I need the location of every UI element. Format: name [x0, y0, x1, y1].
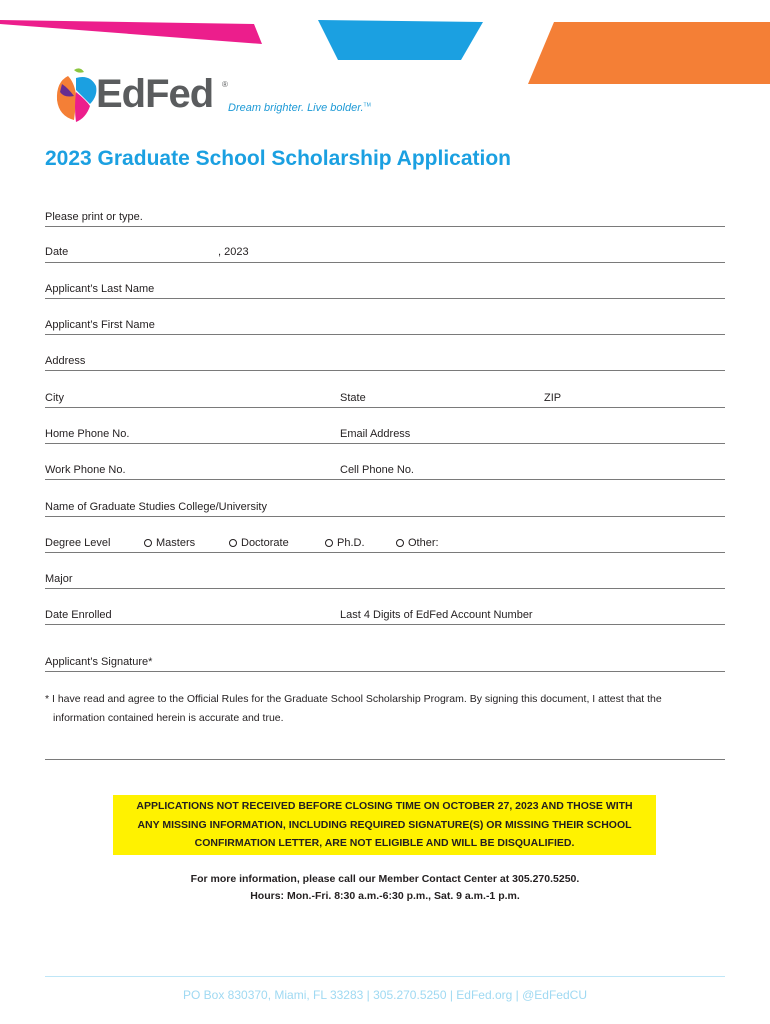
page-title: 2023 Graduate School Scholarship Application [45, 147, 511, 170]
major-label: Major [45, 573, 73, 585]
major-field-line[interactable] [45, 588, 725, 589]
apple-logo-icon [54, 66, 102, 124]
contact-info: For more information, please call our Member Contact Center at 305.270.5250. [190, 873, 580, 885]
signature-field-line[interactable] [45, 671, 725, 672]
edfed-logo [54, 66, 374, 126]
notice-line: APPLICATIONS NOT RECEIVED BEFORE CLOSING TIME ON OCTOBER 27, 2023 AND THOSE WITH [136, 800, 633, 812]
city-label: City [45, 392, 64, 404]
trademark-mark: TM [363, 102, 371, 109]
divider [45, 759, 725, 760]
tagline-text: Dream brighter. Live bolder. [228, 102, 364, 114]
first-name-field-line[interactable] [45, 334, 725, 335]
date-year-label: , 2023 [218, 246, 249, 258]
college-field-line[interactable] [45, 516, 725, 517]
contact-hours: Hours: Mon.-Fri. 8:30 a.m.-6:30 p.m., Sat. 9 a.m.-1 p.m. [250, 890, 520, 902]
signature-label: Applicant’s Signature* [45, 656, 153, 668]
radio-circle-icon[interactable] [229, 539, 237, 547]
radio-circle-icon[interactable] [144, 539, 152, 547]
last-name-label: Applicant’s Last Name [45, 283, 155, 295]
blue-banner-shape [318, 20, 483, 60]
home-phone-label: Home Phone No. [45, 428, 130, 440]
divider [45, 226, 725, 227]
instruction-text: Please print or type. [45, 211, 143, 223]
logo-wordmark: EdFed [96, 72, 214, 116]
option-label: Masters [156, 537, 196, 549]
home-phone-email-field-line[interactable] [45, 443, 725, 444]
orange-banner-shape [528, 22, 770, 84]
degree-level-label: Degree Level [45, 537, 111, 549]
zip-label: ZIP [544, 392, 562, 404]
radio-circle-icon[interactable] [325, 539, 333, 547]
footer-divider [45, 976, 725, 977]
address-label: Address [45, 355, 86, 367]
city-state-zip-field-line[interactable] [45, 407, 725, 408]
footer-address: PO Box 830370, Miami, FL 33283 | 305.270.5250 | EdFed.org | @EdFedCU [183, 988, 587, 1002]
footnote-line: * I have read and agree to the Official Rules for the Graduate School Scholarship Program. By signing this document, I attest that the [45, 693, 662, 705]
option-label: Other: [408, 537, 439, 549]
degree-option-doctorate[interactable] [229, 537, 289, 549]
cell-phone-label: Cell Phone No. [340, 464, 414, 476]
date-label: Date [45, 246, 69, 258]
enrolled-account-field-line[interactable] [45, 624, 725, 625]
option-label: Ph.D. [337, 537, 365, 549]
state-label: State [340, 392, 366, 404]
notice-line: CONFIRMATION LETTER, ARE NOT ELIGIBLE AND WILL BE DISQUALIFIED. [194, 837, 575, 849]
last-name-field-line[interactable] [45, 298, 725, 299]
address-field-line[interactable] [45, 370, 725, 371]
pink-banner-shape [0, 18, 262, 44]
email-label: Email Address [340, 428, 411, 440]
degree-option-phd[interactable] [325, 537, 365, 549]
notice-line: ANY MISSING INFORMATION, INCLUDING REQUIRED SIGNATURE(S) OR MISSING THEIR SCHOOL [137, 818, 632, 831]
degree-option-other[interactable] [396, 537, 439, 549]
work-cell-phone-field-line[interactable] [45, 479, 725, 480]
work-phone-label: Work Phone No. [45, 464, 126, 476]
degree-option-masters[interactable] [144, 537, 195, 549]
date-field-line[interactable] [45, 262, 725, 263]
footnote [45, 690, 730, 728]
degree-other-field-line[interactable] [45, 552, 725, 553]
logo-tagline [228, 102, 371, 114]
footnote-line: information contained herein is accurate and true. [53, 712, 284, 724]
registered-mark: ® [222, 80, 228, 89]
account-digits-label: Last 4 Digits of EdFed Account Number [340, 609, 533, 621]
college-label: Name of Graduate Studies College/University [45, 501, 267, 513]
deadline-notice [113, 795, 656, 855]
radio-circle-icon[interactable] [396, 539, 404, 547]
first-name-label: Applicant’s First Name [45, 319, 155, 331]
option-label: Doctorate [241, 537, 289, 549]
date-enrolled-label: Date Enrolled [45, 609, 112, 621]
